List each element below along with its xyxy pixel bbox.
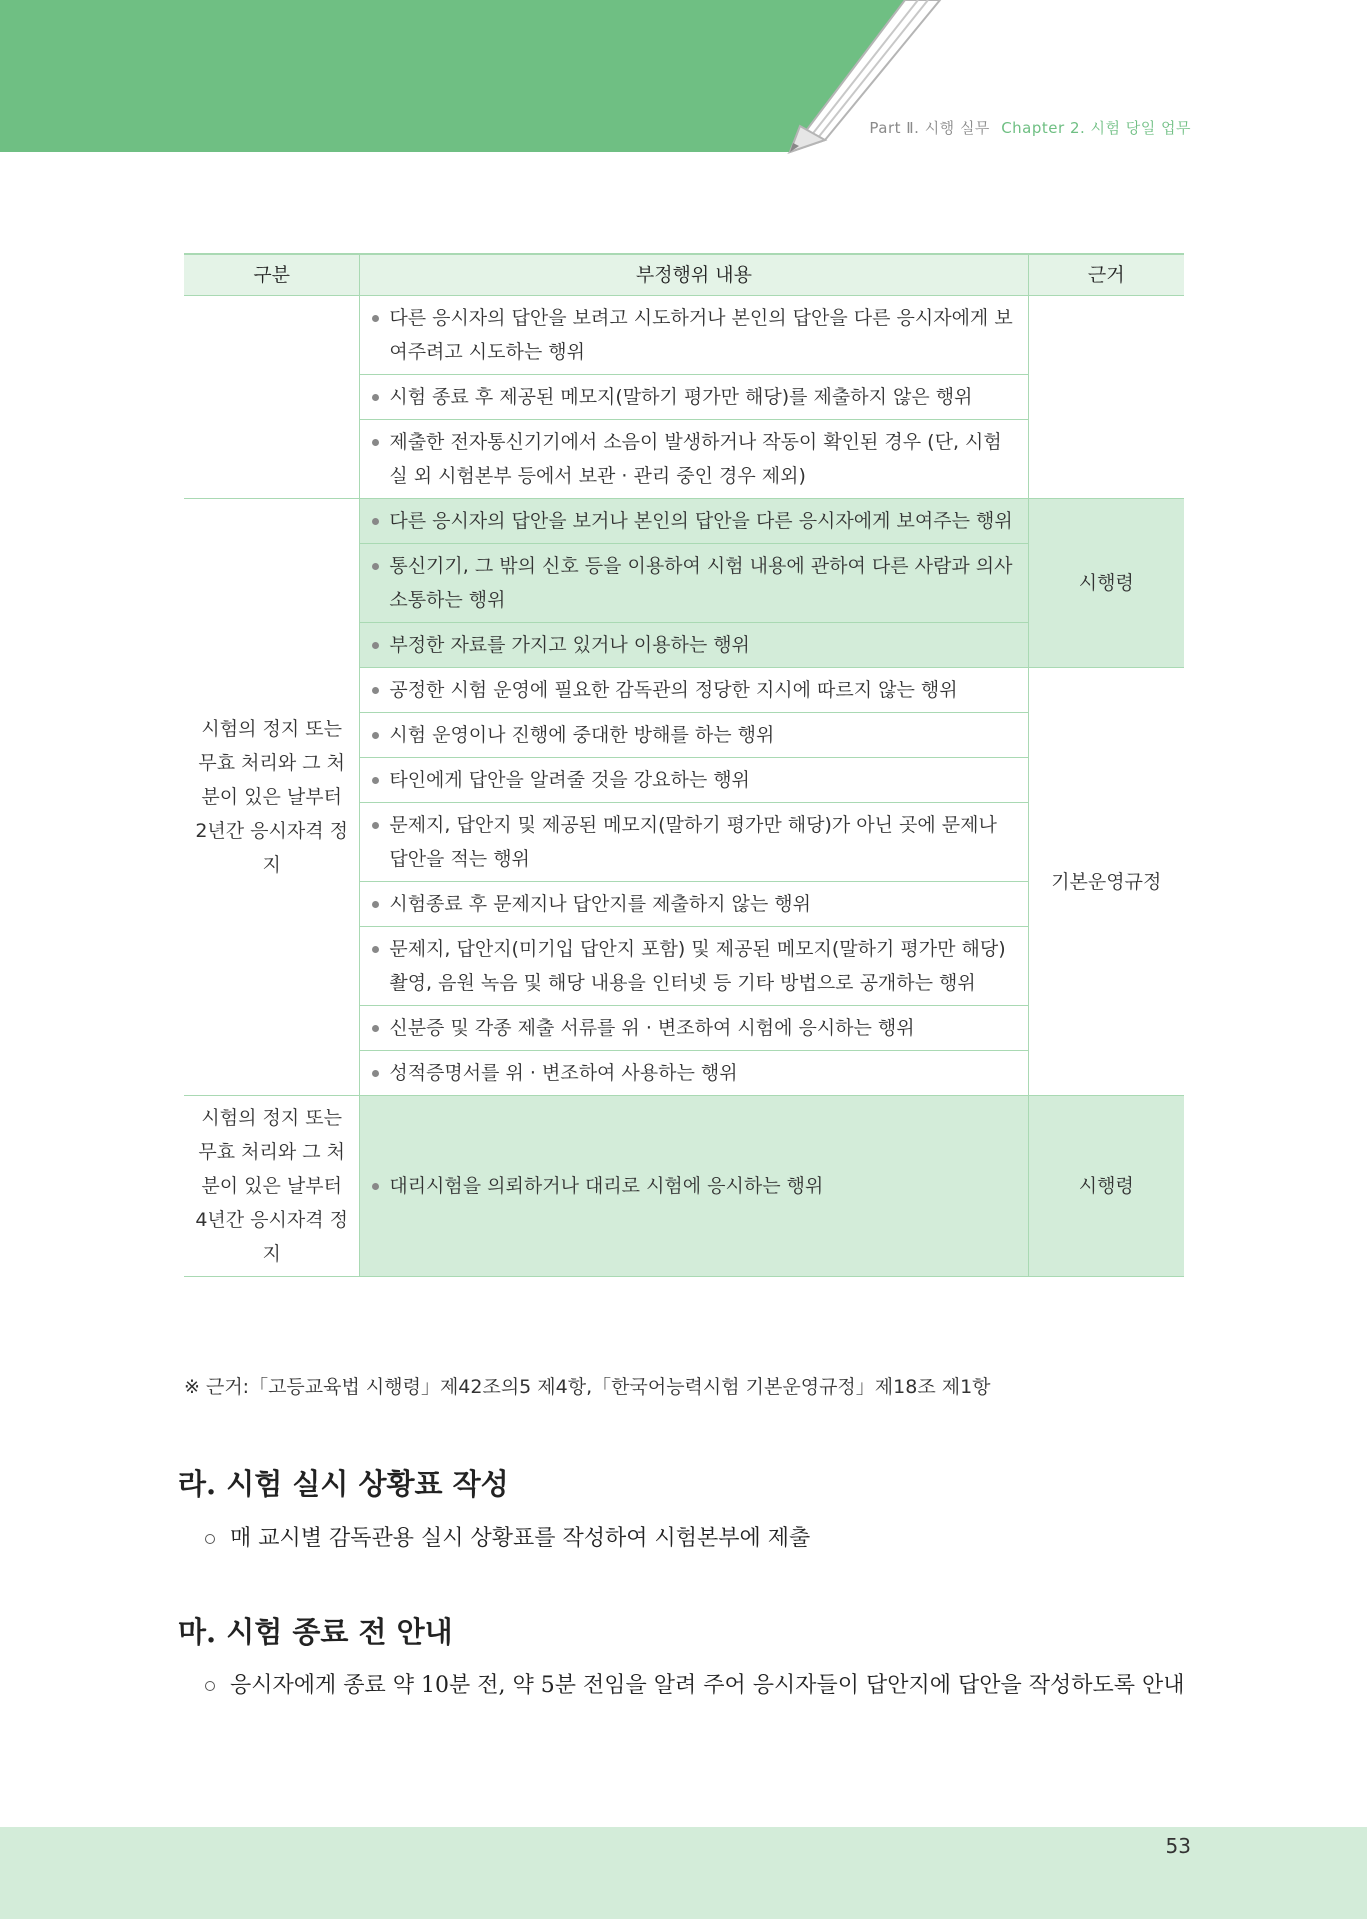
section-ra-body: 매 교시별 감독관용 실시 상황표를 작성하여 시험본부에 제출 <box>205 1518 1190 1560</box>
table-cell: 시험 운영이나 진행에 중대한 방해를 하는 행위 <box>360 713 1028 758</box>
section-ma-body: 응시자에게 종료 약 10분 전, 약 5분 전임을 알려 주어 응시자들이 답안지에 답안을 작성하도록 안내 <box>205 1665 1190 1707</box>
section-ra-title: 라. 시험 실시 상황표 작성 <box>178 1467 509 1501</box>
basis-operation-rules: 기본운영규정 <box>1028 668 1184 1096</box>
table-cell: 제출한 전자통신기기에서 소음이 발생하거나 작동이 확인된 경우 (단, 시험실 외 시험본부 등에서 보관 · 관리 중인 경우 제외) <box>360 420 1028 499</box>
table-header-row <box>184 254 1184 296</box>
misconduct-table <box>184 253 1184 1277</box>
table-cell: 성적증명서를 위 · 변조하여 사용하는 행위 <box>360 1051 1028 1096</box>
table-footnote: ※ 근거:「고등교육법 시행령」제42조의5 제4항,「한국어능력시험 기본운영규정」제18조 제1항 <box>184 1376 991 1398</box>
category-4-year: 시험의 정지 또는 무효 처리와 그 처분이 있은 날부터 4년간 응시자격 정지 <box>184 1096 360 1277</box>
table-cell: 다른 응시자의 답안을 보려고 시도하거나 본인의 답안을 다른 응시자에게 보여주려고 시도하는 행위 <box>360 296 1028 375</box>
category-2-year: 시험의 정지 또는 무효 처리와 그 처분이 있은 날부터 2년간 응시자격 정지 <box>184 499 360 1096</box>
running-head <box>869 117 1191 138</box>
table-cell: 공정한 시험 운영에 필요한 감독관의 정당한 지시에 따르지 않는 행위 <box>360 668 1028 713</box>
bullet-icon <box>372 1025 379 1032</box>
header-category: 구분 <box>184 254 360 296</box>
bullet-icon <box>372 946 379 953</box>
table-row <box>184 1096 1184 1277</box>
table-cell: 시험 종료 후 제공된 메모지(말하기 평가만 해당)를 제출하지 않은 행위 <box>360 375 1028 420</box>
circle-bullet-icon <box>205 1681 215 1691</box>
chapter-label: Chapter 2. 시험 당일 업무 <box>1001 119 1191 137</box>
basis-enforcement-decree: 시행령 <box>1028 499 1184 668</box>
table-cell: 시험종료 후 문제지나 답안지를 제출하지 않는 행위 <box>360 882 1028 927</box>
part-label: Part Ⅱ. 시행 실무 <box>869 119 990 137</box>
bullet-icon <box>372 315 379 322</box>
bullet-icon <box>372 563 379 570</box>
bullet-icon <box>372 439 379 446</box>
section-ma-title: 마. 시험 종료 전 안내 <box>178 1615 453 1649</box>
bullet-icon <box>372 901 379 908</box>
footer-band <box>0 1827 1367 1919</box>
bullet-icon <box>372 822 379 829</box>
circle-bullet-icon <box>205 1534 215 1544</box>
table-cell: 대리시험을 의뢰하거나 대리로 시험에 응시하는 행위 <box>360 1096 1028 1277</box>
bullet-icon <box>372 642 379 649</box>
table-cell: 문제지, 답안지 및 제공된 메모지(말하기 평가만 해당)가 아닌 곳에 문제나 답안을 적는 행위 <box>360 803 1028 882</box>
category-cell-empty <box>184 296 360 499</box>
table-cell: 타인에게 답안을 알려줄 것을 강요하는 행위 <box>360 758 1028 803</box>
table-cell: 문제지, 답안지(미기입 답안지 포함) 및 제공된 메모지(말하기 평가만 해당) 촬영, 음원 녹음 및 해당 내용을 인터넷 등 기타 방법으로 공개하는 행위 <box>360 927 1028 1006</box>
table-cell: 부정한 자료를 가지고 있거나 이용하는 행위 <box>360 623 1028 668</box>
bullet-icon <box>372 687 379 694</box>
basis-cell-empty <box>1028 296 1184 499</box>
page-number: 53 <box>1165 1834 1191 1858</box>
bullet-icon <box>372 1070 379 1077</box>
header-band <box>0 0 1367 160</box>
header-basis: 근거 <box>1028 254 1184 296</box>
basis-enforcement-decree-2: 시행령 <box>1028 1096 1184 1277</box>
bullet-icon <box>372 777 379 784</box>
bullet-icon <box>372 394 379 401</box>
bullet-icon <box>372 1183 379 1190</box>
bullet-icon <box>372 518 379 525</box>
table-row <box>184 499 1184 544</box>
table-row <box>184 296 1184 375</box>
table-cell: 통신기기, 그 밖의 신호 등을 이용하여 시험 내용에 관하여 다른 사람과 의사소통하는 행위 <box>360 544 1028 623</box>
header-content: 부정행위 내용 <box>360 254 1028 296</box>
table-cell: 다른 응시자의 답안을 보거나 본인의 답안을 다른 응시자에게 보여주는 행위 <box>360 499 1028 544</box>
table-cell: 신분증 및 각종 제출 서류를 위 · 변조하여 시험에 응시하는 행위 <box>360 1006 1028 1051</box>
bullet-icon <box>372 732 379 739</box>
